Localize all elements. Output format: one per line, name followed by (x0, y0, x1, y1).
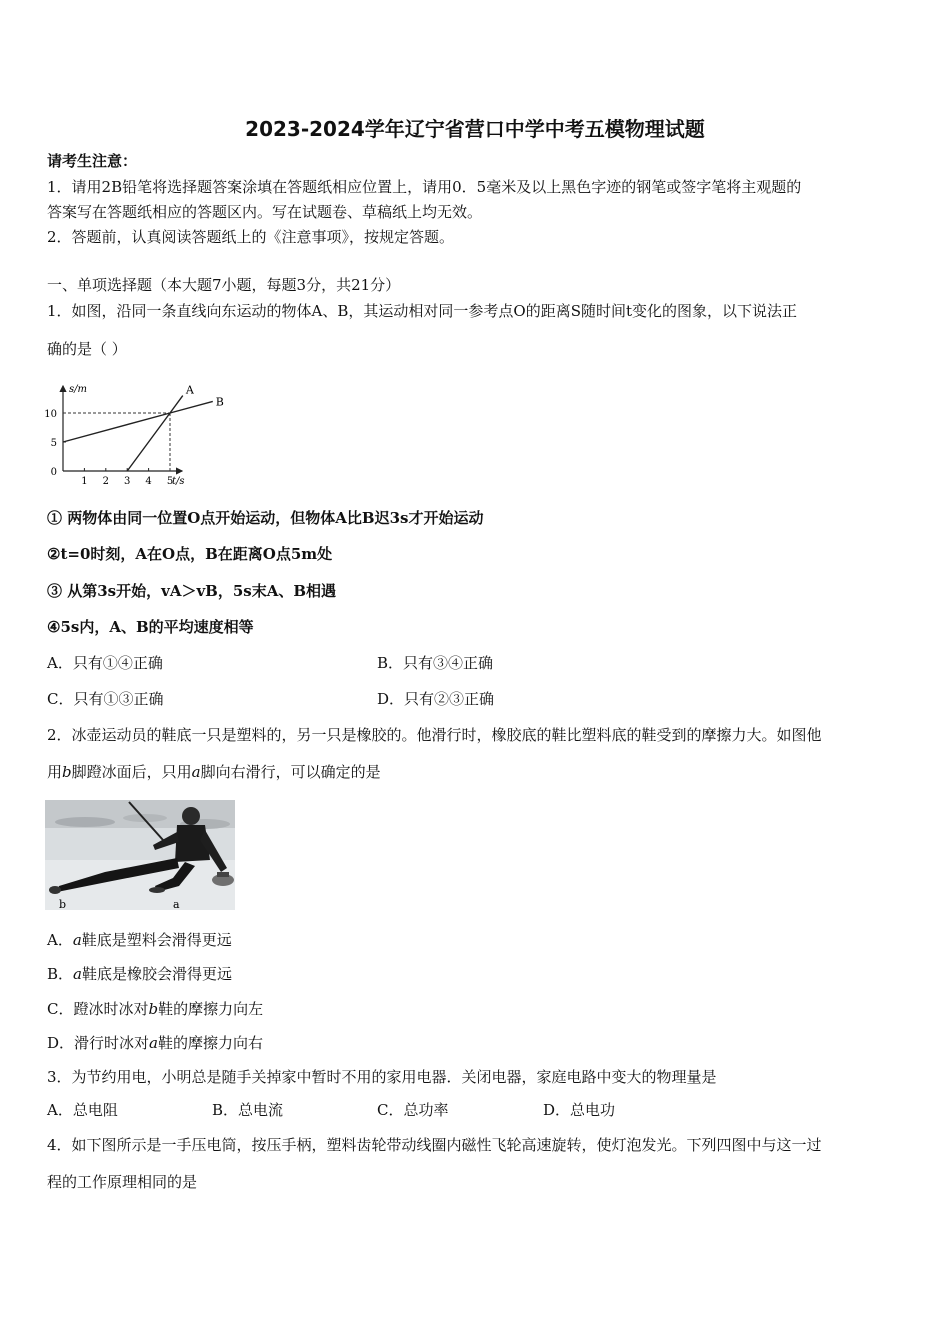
q1-option-b[interactable]: B．只有③④正确 (377, 654, 494, 672)
q1-option-a[interactable]: A．只有①④正确 (47, 654, 163, 672)
page-title: 2023-2024学年辽宁省营口中学中考五模物理试题 (245, 117, 705, 141)
notice-item-1-cont: 答案写在答题纸相应的答题区内。写在试题卷、草稿纸上均无效。 (47, 203, 483, 221)
q2-stem-cont: 用b脚蹬冰面后，只用a脚向右滑行，可以确定的是 (47, 763, 381, 781)
q1-option-c[interactable]: C．只有①③正确 (47, 690, 164, 708)
series-label-A: A (185, 383, 194, 397)
y-tick-label-5: 5 (50, 438, 57, 449)
section-heading: 一、单项选择题（本大题7小题，每题3分，共21分） (47, 276, 401, 294)
q3-option-a[interactable]: A．总电阻 (47, 1101, 118, 1119)
x-tick-label-5: 5 (166, 476, 174, 487)
photo-label-a: a (173, 898, 180, 910)
y-tick-label-10: 10 (44, 409, 57, 420)
x-tick-label-2: 2 (102, 476, 109, 487)
q2-stem: 2．冰壶运动员的鞋底一只是塑料的，另一只是橡胶的。他滑行时，橡胶底的鞋比塑料底的鞋受到的摩擦力大。如图他 (47, 726, 822, 744)
notice-heading: 请考生注意： (47, 152, 138, 170)
y-axis-label: s/m (69, 384, 87, 395)
x-axis-label: t/s (172, 476, 185, 487)
notice-item-2: 2．答题前，认真阅读答题纸上的《注意事项》，按规定答题。 (47, 228, 455, 246)
q1-distance-time-chart (30, 378, 230, 490)
q3-stem: 3．为节约用电，小明总是随手关掉家中暂时不用的家用电器．关闭电器，家庭电路中变大的物理量是 (47, 1068, 717, 1086)
q3-option-c[interactable]: C．总功率 (377, 1101, 449, 1119)
photo-label-b: b (59, 898, 67, 910)
q4-stem: 4．如下图所示是一手压电筒，按压手柄，塑料齿轮带动线圈内磁性飞轮高速旋转，使灯泡发光。下列四图中与这一过 (47, 1136, 822, 1154)
q3-option-b[interactable]: B．总电流 (212, 1101, 284, 1119)
q1-statement-3: ③ 从第3s开始，vA＞vB，5s末A、B相遇 (47, 582, 337, 600)
q3-option-d[interactable]: D．总电功 (543, 1101, 616, 1119)
y-tick-label-0: 0 (50, 467, 57, 478)
q1-stem-cont: 确的是（ ） (47, 340, 127, 358)
series-line-B (63, 401, 213, 442)
x-tick-label-3: 3 (124, 476, 131, 487)
q2-option-b[interactable]: B．a鞋底是橡胶会滑得更远 (47, 965, 232, 983)
q1-statement-4: ④5s内，A、B的平均速度相等 (47, 618, 254, 636)
q2-option-d[interactable]: D．滑行时冰对a鞋的摩擦力向右 (47, 1034, 263, 1052)
x-tick-label-4: 4 (145, 476, 152, 487)
notice-item-1: 1．请用2B铅笔将选择题答案涂填在答题纸相应位置上，请用0．5毫米及以上黑色字迹的钢笔或签字笔将主观题的 (47, 178, 802, 196)
q4-stem-cont: 程的工作原理相同的是 (47, 1173, 198, 1191)
x-tick-label-1: 1 (81, 476, 88, 487)
series-line-A (127, 396, 183, 471)
q1-option-d[interactable]: D．只有②③正确 (377, 690, 495, 708)
q1-statement-2: ②t=0时刻，A在O点，B在距离O点5m处 (47, 545, 333, 563)
q2-option-a[interactable]: A．a鞋底是塑料会滑得更远 (47, 931, 232, 949)
series-label-B: B (215, 395, 224, 409)
curling-photo (45, 800, 235, 910)
q1-statement-1: ① 两物体由同一位置O点开始运动，但物体A比B迟3s才开始运动 (47, 509, 484, 527)
q2-option-c[interactable]: C．蹬冰时冰对b鞋的摩擦力向左 (47, 1000, 264, 1018)
q1-stem: 1．如图，沿同一条直线向东运动的物体A、B，其运动相对同一参考点O的距离S随时间t变化的图象，以下说法正 (47, 302, 798, 320)
